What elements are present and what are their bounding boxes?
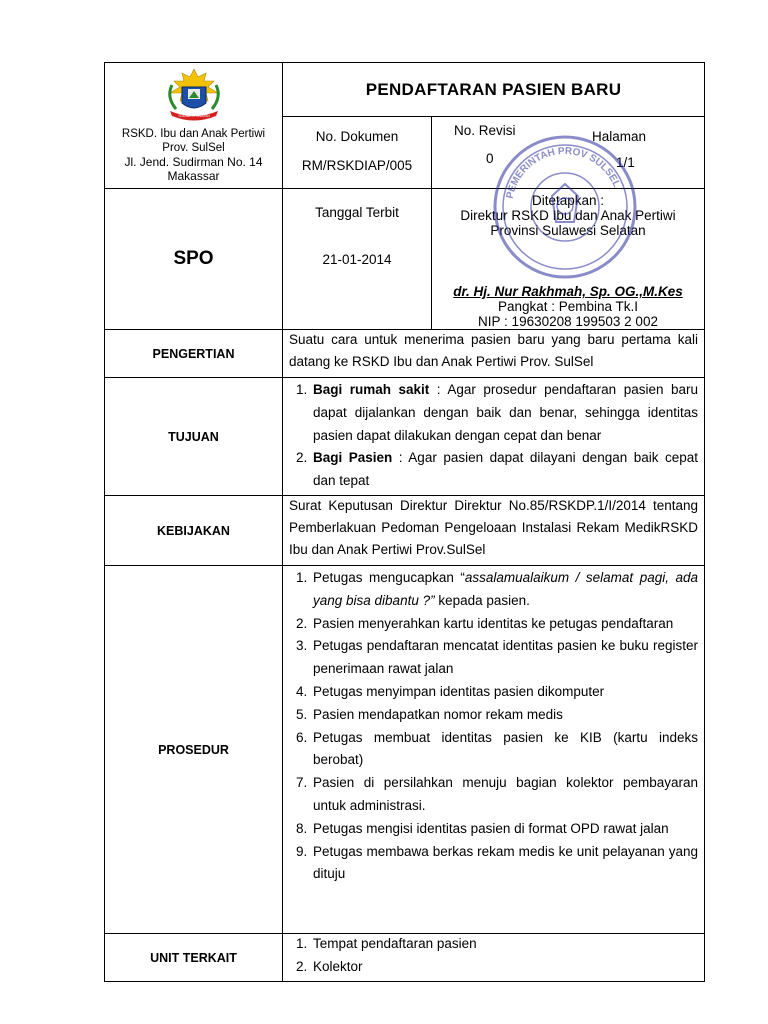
tujuan-item-text: : Agar pasien dapat dilayani dengan baik cepat dan tepat	[313, 450, 699, 489]
tujuan-label: TUJUAN	[105, 378, 283, 496]
no-dokumen-value: RM/RSKDIAP/005	[301, 158, 413, 173]
tujuan-item-bold: Bagi rumah sakit	[313, 382, 430, 397]
prosedur-item: 6. Petugas membuat identitas pasien ke KIB (kartu indeks berobat)	[311, 727, 698, 773]
tujuan-item-bold: Bagi Pasien	[313, 450, 393, 466]
nip: NIP : 19630208 199503 2 002	[478, 314, 658, 329]
unit-terkait-content	[283, 934, 705, 982]
direktur-label: Direktur RSKD Ibu dan Anak Pertiwi	[460, 208, 676, 223]
prosedur-item-1-italic: assalamualaikum / selamat pagi, ada yang bisa dibantu ?”	[313, 570, 698, 608]
pengertian-label: PENGERTIAN	[105, 330, 283, 378]
hospital-line-3: Jl. Jend. Sudirman No. 14	[124, 155, 263, 169]
hospital-line-2: Prov. SulSel	[162, 142, 225, 154]
logo-caption: SULAWESI SELATAN	[177, 114, 210, 118]
tanggal-label: Tanggal Terbit	[315, 205, 399, 220]
no-dokumen-label: No. Dokumen	[315, 129, 399, 144]
prosedur-item	[311, 567, 698, 613]
official-stamp-icon	[490, 132, 640, 282]
tujuan-item	[311, 379, 698, 447]
prosedur-item: 2. Pasien menyerahkan kartu identitas ke petugas pendaftaran	[311, 613, 698, 636]
prosedur-item-1-post: kepada pasien.	[434, 592, 530, 608]
pengertian-text: Suatu cara untuk menerima pasien baru yang baru pertama kali datang ke RSKD Ibu dan Anak Pertiwi Prov. SulSel	[289, 332, 699, 369]
unit-terkait-list	[283, 933, 704, 979]
kebijakan-text: Surat Keputusan Direktur Direktur No.85/RSKDP.1/I/2014 tentang Pemberlakuan Pedoman Pengeloaan Instalasi Rekam MedikRSKD Ibu dan Anak Pertiwi Prov.SulSel	[289, 498, 699, 557]
no-revisi-label: No. Revisi	[454, 123, 516, 138]
prosedur-item: 7. Pasien di persilahkan menuju bagian kolektor pembayaran untuk administrasi.	[311, 772, 698, 818]
no-dokumen-cell	[283, 117, 432, 189]
prosedur-item: 8. Petugas mengisi identitas pasien di format OPD rawat jalan	[311, 818, 698, 841]
halaman-value: 1/1	[616, 155, 635, 170]
no-revisi-value: 0	[486, 151, 494, 166]
tanggal-cell	[283, 189, 432, 330]
kebijakan-content	[283, 496, 705, 566]
prosedur-item: 9. Petugas membawa berkas rekam medis ke unit pelayanan yang dituju	[311, 841, 698, 887]
tujuan-item	[311, 447, 698, 493]
halaman-label: Halaman	[592, 129, 647, 144]
prosedur-item: 4. Petugas menyimpan identitas pasien dikomputer	[311, 681, 698, 704]
prosedur-item-1-pre: Petugas mengucapkan “	[313, 570, 465, 585]
prosedur-content	[283, 566, 705, 934]
kebijakan-label: KEBIJAKAN	[105, 496, 283, 566]
prosedur-list	[283, 567, 704, 886]
prosedur-label: PROSEDUR	[105, 566, 283, 934]
unit-terkait-item: 1. Tempat pendaftaran pasien	[311, 933, 698, 956]
tujuan-list	[283, 379, 704, 493]
document-title: PENDAFTARAN PASIEN BARU	[283, 63, 705, 117]
tanggal-value: 21-01-2014	[322, 252, 392, 267]
prosedur-item: 5. Pasien mendapatkan nomor rekam medis	[311, 704, 698, 727]
hospital-line-1: RSKD. Ibu dan Anak Pertiwi	[121, 128, 266, 140]
signer-name: dr. Hj. Nur Rakhmah, Sp. OG.,M.Kes	[453, 284, 683, 299]
ditetapkan-label: Ditetapkan :	[531, 193, 605, 208]
hospital-line-4: Makassar	[167, 169, 220, 183]
hospital-name	[105, 123, 282, 183]
province-logo-icon	[158, 67, 230, 123]
provinsi-label: Provinsi Sulawesi Selatan	[490, 223, 646, 238]
prosedur-item: 3. Petugas pendaftaran mencatat identitas pasien ke buku register penerimaan rawat jalan	[311, 635, 698, 681]
stamp-text: PEMERINTAH PROV SULSEL	[504, 145, 622, 200]
hospital-cell	[105, 63, 283, 189]
unit-terkait-label: UNIT TERKAIT	[105, 934, 283, 982]
tujuan-item-text: : Agar prosedur pendaftaran pasien baru dapat dijalankan dengan baik dan benar, sehingga identitas pasien dapat dilakukan dengan cepat dan benar	[313, 382, 699, 443]
pangkat: Pangkat : Pembina Tk.I	[497, 299, 639, 314]
pengertian-content	[283, 330, 705, 378]
tujuan-content	[283, 378, 705, 496]
spo-document	[104, 62, 704, 982]
unit-terkait-item: 2. Kolektor	[311, 956, 698, 979]
spo-label: SPO	[173, 248, 214, 269]
spo-cell	[105, 189, 283, 330]
